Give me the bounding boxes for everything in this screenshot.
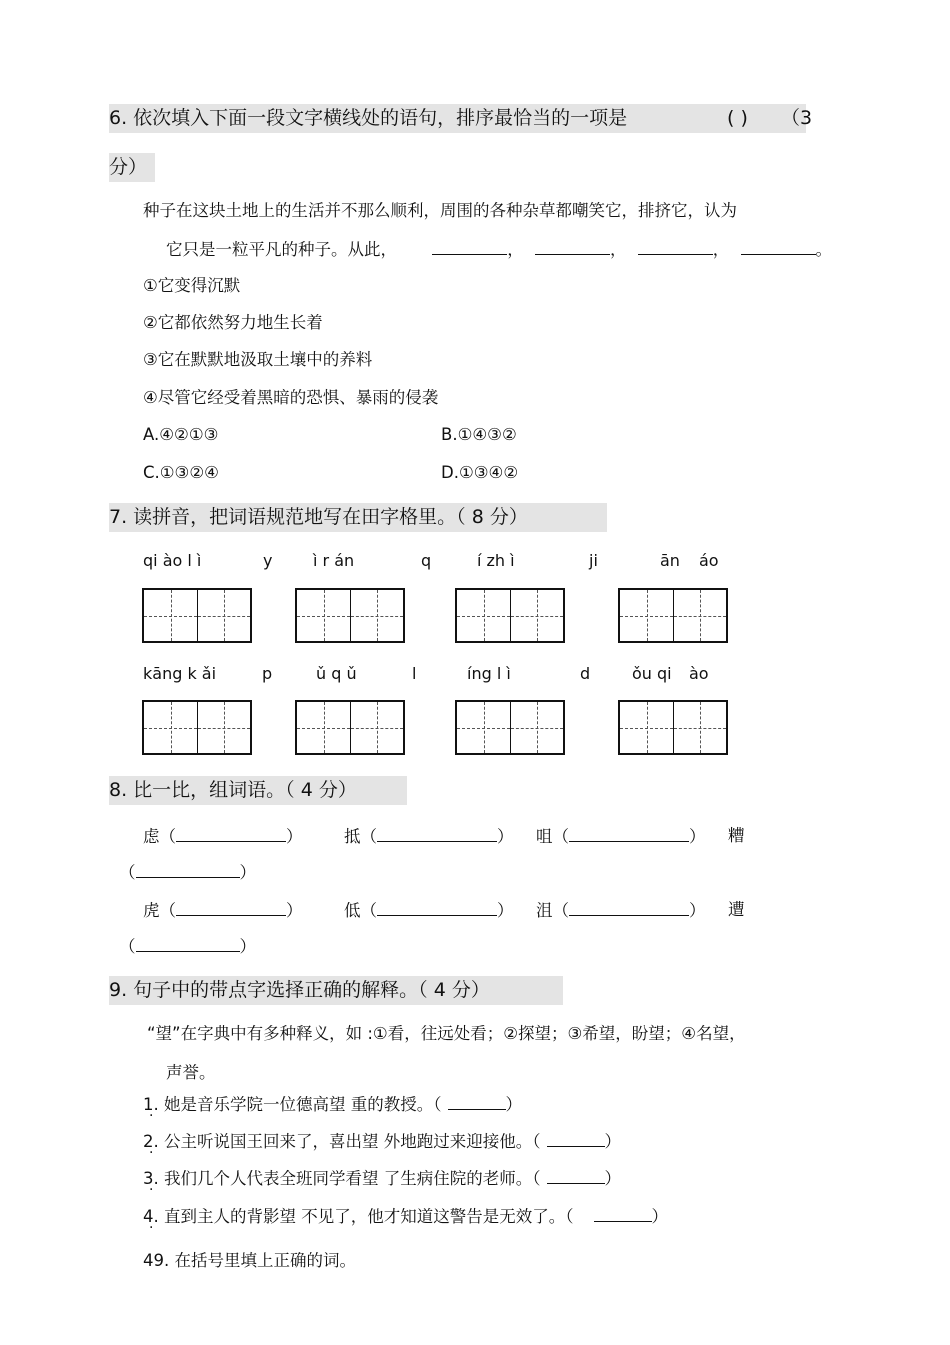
q6-option-d[interactable]: D.①③④② <box>441 463 519 482</box>
q8-blank-5[interactable] <box>176 899 286 916</box>
q6-option-b[interactable]: B.①④③② <box>441 425 517 444</box>
q7-pinyin-1b: y <box>263 551 273 570</box>
q6-option-a[interactable]: A.④②①③ <box>143 425 219 444</box>
grid-cell[interactable] <box>350 590 403 641</box>
grid-cell[interactable] <box>297 590 350 641</box>
q7-pinyin-2h: ào <box>689 664 709 683</box>
q7-pinyin-1e: í zh ì <box>477 551 515 570</box>
q6-blank-3[interactable] <box>638 238 713 255</box>
q6-heading-text: 6. 依次填入下面一段文字横线处的语句，排序最恰当的一项是 <box>109 107 628 129</box>
q7-grid-6[interactable] <box>295 700 405 755</box>
q7-pinyin-1a: qi ào l ì <box>143 551 202 570</box>
q9-sentence-2: 2. 公主听说国王回来了，喜出望 . 外地跑过来迎接他。（ ） <box>143 1130 621 1153</box>
q7-pinyin-2b: p <box>262 664 273 683</box>
q8-blank-1[interactable] <box>176 825 286 842</box>
grid-cell[interactable] <box>144 702 197 753</box>
q8-row-1: 虑（ ） <box>143 827 303 846</box>
grid-cell[interactable] <box>673 702 726 753</box>
q9-blank-1[interactable] <box>448 1093 506 1110</box>
q6-passage-line2: 它只是一粒平凡的种子。从此， ， ， ， 。 <box>166 240 832 259</box>
q8-blank-8[interactable] <box>136 935 240 952</box>
q6-heading-line2 <box>109 153 155 182</box>
q7-pinyin-1d: q <box>421 551 432 570</box>
q6-blank-1[interactable] <box>432 238 507 255</box>
q7-pinyin-2d: l <box>412 664 417 683</box>
q7-grid-8[interactable] <box>618 700 728 755</box>
grid-cell[interactable] <box>457 590 510 641</box>
q8-row-1c: 咀（ ） <box>536 827 706 846</box>
q9-sentence-4: 4. 直到主人的背影望 . 不见了，他才知道这警告是无效了。（ ） <box>143 1205 668 1228</box>
q8-blank-2[interactable] <box>377 825 497 842</box>
grid-cell[interactable] <box>620 702 673 753</box>
q7-pinyin-2f: d <box>580 664 591 683</box>
q7-pinyin-1c: ì r án <box>313 551 355 570</box>
q6-item-4: ④尽管它经受着黑暗的恐惧、暴雨的侵袭 <box>143 388 439 407</box>
q9-intro-line1: “望”在字典中有多种释义，如 :①看，往远处看；②探望；③希望，盼望；④名望， <box>147 1024 746 1043</box>
grid-cell[interactable] <box>144 590 197 641</box>
q8-row-2: 虎（ ） <box>143 901 303 920</box>
q9-blank-4[interactable] <box>594 1205 652 1222</box>
q7-pinyin-2e: íng l ì <box>467 664 511 683</box>
q6-item-2: ②它都依然努力地生长着 <box>143 313 323 332</box>
q7-pinyin-1h: áo <box>699 551 719 570</box>
q8-heading-text: 8. 比一比，组词语。（ 4 分） <box>109 779 357 801</box>
q7-pinyin-1f: ji <box>589 551 598 570</box>
q6-item-3: ③它在默默地汲取土壤中的养料 <box>143 350 373 369</box>
q6-passage-text: 它只是一粒平凡的种子。从此， <box>166 240 397 259</box>
q6-score-cont: 分） <box>109 156 148 178</box>
grid-cell[interactable] <box>350 702 403 753</box>
q6-score: （3 <box>781 107 813 129</box>
q8-blank-3[interactable] <box>569 825 689 842</box>
q9-sentence-3: 3. 我们几个人代表全班同学看望 . 了生病住院的老师。（ ） <box>143 1167 621 1190</box>
q8-row-2c: 沮（ ） <box>536 901 706 920</box>
q7-grid-5[interactable] <box>142 700 252 755</box>
q7-grid-2[interactable] <box>295 588 405 643</box>
q7-grid-1[interactable] <box>142 588 252 643</box>
q8-row-1d: （ ） <box>119 863 256 882</box>
q7-heading-text: 7. 读拼音，把词语规范地写在田字格里。（ 8 分） <box>109 506 528 528</box>
q8-row-2d: （ ） <box>119 937 256 956</box>
q8-blank-7[interactable] <box>569 899 689 916</box>
q7-grid-7[interactable] <box>455 700 565 755</box>
q6-heading-line1 <box>109 104 813 133</box>
q7-pinyin-2a: kāng k ǎi <box>143 664 217 683</box>
q9-sentence-1: 1. 她是音乐学院一位德高望 . 重的教授。（ ） <box>143 1093 522 1116</box>
q7-grid-3[interactable] <box>455 588 565 643</box>
grid-cell[interactable] <box>197 702 250 753</box>
q8-blank-6[interactable] <box>377 899 497 916</box>
q7-pinyin-2c: ǔ q ǔ <box>316 664 357 683</box>
q8-char-zao: 糟 <box>728 826 745 845</box>
q9-blank-3[interactable] <box>547 1167 605 1184</box>
q6-blank-4[interactable] <box>741 238 816 255</box>
q9-heading-text: 9. 句子中的带点字选择正确的解释。（ 4 分） <box>109 979 490 1001</box>
grid-cell[interactable] <box>510 702 563 753</box>
q6-passage-line1: 种子在这块土地上的生活并不那么顺利，周围的各种杂草都嘲笑它，排挤它，认为 <box>143 201 737 220</box>
grid-cell[interactable] <box>197 590 250 641</box>
q8-row-1b: 抵（ ） <box>344 827 514 846</box>
q9-heading <box>109 976 563 1005</box>
q8-char-zao2: 遭 <box>728 900 745 919</box>
q6-option-c[interactable]: C.①③②④ <box>143 463 219 482</box>
q6-blank-2[interactable] <box>535 238 610 255</box>
q49-heading: 49. 在括号里填上正确的词。 <box>143 1251 356 1270</box>
grid-cell[interactable] <box>457 702 510 753</box>
grid-cell[interactable] <box>510 590 563 641</box>
grid-cell[interactable] <box>673 590 726 641</box>
grid-cell[interactable] <box>620 590 673 641</box>
q8-blank-4[interactable] <box>136 861 240 878</box>
q7-pinyin-1g: ān <box>660 551 680 570</box>
q8-heading <box>109 776 407 805</box>
q7-grid-4[interactable] <box>618 588 728 643</box>
q6-item-1: ①它变得沉默 <box>143 276 241 295</box>
q7-pinyin-2g: ǒu qi <box>632 664 672 683</box>
grid-cell[interactable] <box>297 702 350 753</box>
q7-heading <box>109 503 607 532</box>
q6-answer-paren: ( ) <box>727 107 748 129</box>
q9-intro-line2: 声誉。 <box>166 1063 216 1082</box>
q9-blank-2[interactable] <box>547 1130 605 1147</box>
q8-row-2b: 低（ ） <box>344 901 514 920</box>
